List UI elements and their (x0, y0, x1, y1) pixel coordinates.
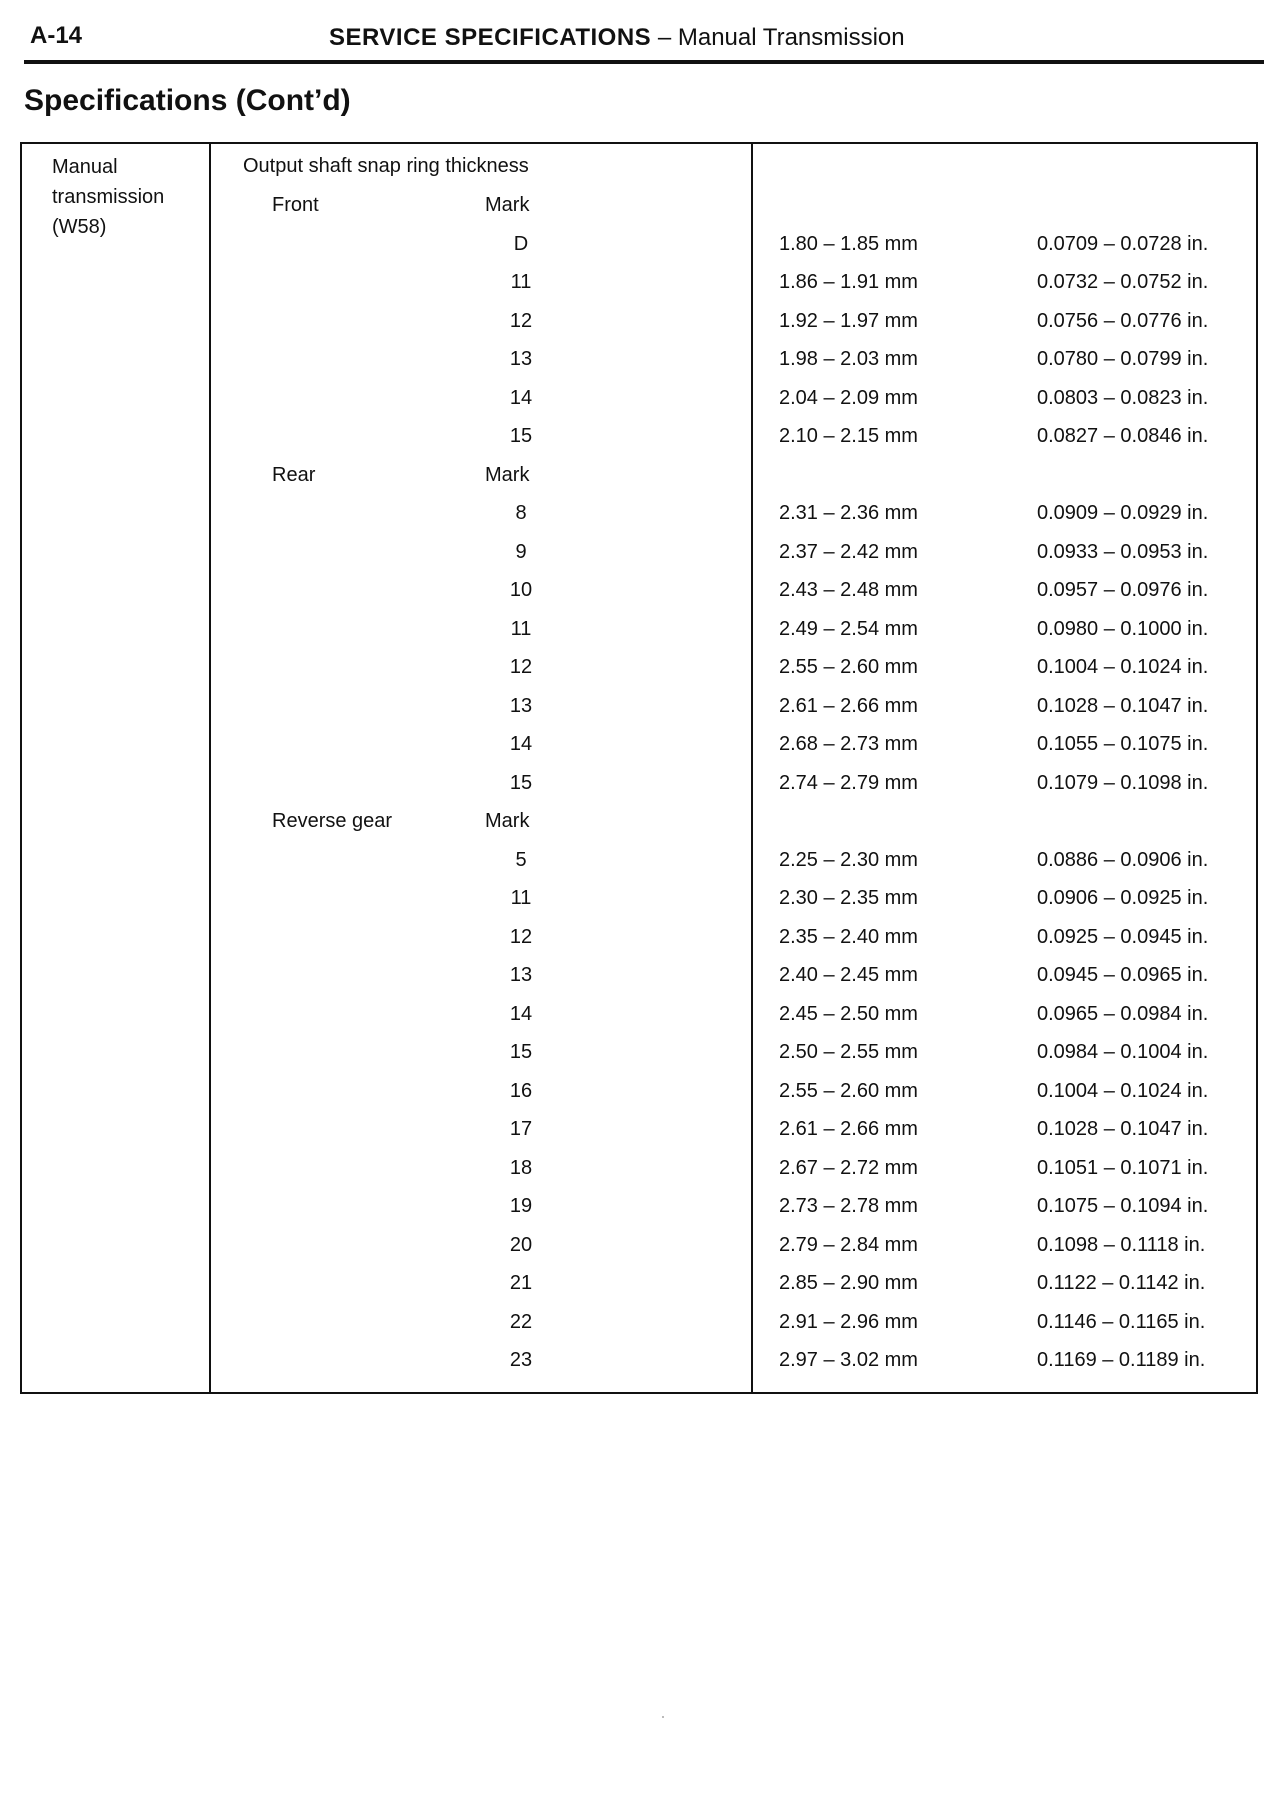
thickness-in: 0.0980 – 0.1000 in. (1037, 617, 1209, 640)
component-label (52, 152, 202, 242)
mark-value: D (513, 232, 529, 255)
thickness-in: 0.1028 – 0.1047 in. (1037, 1118, 1209, 1140)
thickness-in: 0.0933 – 0.0953 in. (1037, 540, 1209, 563)
group-label: Rear (272, 463, 316, 486)
column-divider (751, 144, 753, 1392)
thickness-mm: 2.68 – 2.73 mm (779, 733, 918, 755)
thickness-mm: 1.92 – 1.97 mm (779, 309, 918, 332)
component-line: Manual (52, 156, 118, 178)
mark-value: 16 (509, 1079, 533, 1102)
thickness-in: 0.1146 – 0.1165 in. (1037, 1310, 1206, 1333)
thickness-mm: 2.55 – 2.60 mm (779, 656, 918, 678)
thickness-in: 0.0965 – 0.0984 in. (1037, 1002, 1209, 1025)
mark-value: 11 (510, 887, 532, 909)
mark-value: 11 (510, 617, 532, 640)
thickness-mm: 2.74 – 2.79 mm (779, 771, 918, 794)
page-number: A-14 (30, 22, 83, 49)
mark-value: 14 (509, 1002, 533, 1025)
mark-value: 13 (509, 694, 533, 717)
thickness-in: 0.0709 – 0.0728 in. (1037, 232, 1209, 255)
mark-value: 13 (509, 348, 533, 370)
thickness-in: 0.1079 – 0.1098 in. (1037, 771, 1209, 794)
spec-table (20, 142, 1258, 1394)
thickness-mm: 2.97 – 3.02 mm (779, 1349, 918, 1371)
thickness-mm: 2.37 – 2.42 mm (779, 540, 918, 563)
thickness-in: 0.1169 – 0.1189 in. (1037, 1349, 1206, 1371)
mark-value: 14 (509, 733, 533, 755)
group-label: Front (272, 194, 319, 216)
thickness-mm: 2.73 – 2.78 mm (779, 1195, 918, 1217)
thickness-mm: 2.10 – 2.15 mm (779, 425, 918, 447)
thickness-in: 0.1075 – 0.1094 in. (1037, 1195, 1209, 1217)
mark-value: 12 (509, 309, 533, 332)
thickness-mm: 2.61 – 2.66 mm (779, 1118, 918, 1140)
mark-column-label: Mark (485, 810, 530, 832)
thickness-mm: 2.79 – 2.84 mm (779, 1233, 918, 1256)
thickness-mm: 2.31 – 2.36 mm (779, 502, 918, 524)
thickness-in: 0.1028 – 0.1047 in. (1037, 694, 1209, 717)
component-line: transmission (52, 186, 165, 208)
mark-value: 11 (510, 271, 532, 293)
thickness-in: 0.0780 – 0.0799 in. (1037, 348, 1209, 370)
thickness-mm: 2.67 – 2.72 mm (779, 1156, 918, 1179)
mark-value: 13 (509, 964, 533, 986)
running-title-rest: – Manual Transmission (651, 24, 905, 51)
mark-value: 18 (509, 1156, 533, 1179)
thickness-in: 0.0957 – 0.0976 in. (1037, 579, 1209, 601)
mark-value: 8 (515, 502, 527, 524)
thickness-in: 0.1055 – 0.1075 in. (1037, 733, 1209, 755)
mark-value: 12 (509, 925, 533, 948)
mark-value: 10 (509, 579, 533, 601)
mark-column-label: Mark (485, 194, 530, 216)
thickness-in: 0.0886 – 0.0906 in. (1037, 848, 1209, 871)
running-title-bold: SERVICE SPECIFICATIONS (329, 24, 652, 51)
thickness-mm: 2.40 – 2.45 mm (779, 964, 918, 986)
mark-value: 21 (509, 1272, 533, 1294)
thickness-in: 0.1051 – 0.1071 in. (1037, 1156, 1209, 1179)
thickness-mm: 2.91 – 2.96 mm (779, 1310, 918, 1333)
thickness-in: 0.0756 – 0.0776 in. (1037, 309, 1209, 332)
thickness-mm: 2.43 – 2.48 mm (779, 579, 918, 601)
scan-speck (662, 1716, 664, 1718)
mark-value: 17 (509, 1118, 533, 1140)
thickness-mm: 2.85 – 2.90 mm (779, 1272, 918, 1294)
thickness-mm: 2.45 – 2.50 mm (779, 1002, 918, 1025)
thickness-in: 0.0909 – 0.0929 in. (1037, 502, 1209, 524)
group-label: Reverse gear (272, 810, 393, 832)
thickness-in: 0.0984 – 0.1004 in. (1037, 1041, 1209, 1063)
section-title: Specifications (Cont’d) (24, 84, 351, 117)
thickness-in: 0.1098 – 0.1118 in. (1037, 1233, 1206, 1256)
thickness-mm: 1.98 – 2.03 mm (779, 348, 918, 370)
mark-value: 14 (509, 386, 533, 409)
thickness-mm: 2.30 – 2.35 mm (779, 887, 918, 909)
mark-value: 23 (509, 1349, 533, 1371)
mark-value: 12 (509, 656, 533, 678)
running-title (329, 24, 905, 52)
page-header (24, 18, 1264, 64)
component-line: (W58) (52, 216, 107, 238)
thickness-in: 0.1004 – 0.1024 in. (1037, 656, 1209, 678)
thickness-in: 0.0827 – 0.0846 in. (1037, 425, 1209, 447)
thickness-mm: 2.55 – 2.60 mm (779, 1079, 918, 1102)
thickness-mm: 1.86 – 1.91 mm (779, 271, 918, 293)
thickness-mm: 2.61 – 2.66 mm (779, 694, 918, 717)
thickness-mm: 2.50 – 2.55 mm (779, 1041, 918, 1063)
mark-value: 15 (509, 771, 533, 794)
thickness-mm: 2.49 – 2.54 mm (779, 617, 918, 640)
mark-value: 20 (509, 1233, 533, 1256)
mark-value: 9 (515, 540, 527, 563)
thickness-mm: 2.25 – 2.30 mm (779, 848, 918, 871)
thickness-in: 0.0945 – 0.0965 in. (1037, 964, 1209, 986)
thickness-in: 0.1004 – 0.1024 in. (1037, 1079, 1209, 1102)
mark-value: 22 (509, 1310, 533, 1333)
mark-value: 15 (509, 1041, 533, 1063)
thickness-in: 0.0925 – 0.0945 in. (1037, 925, 1209, 948)
thickness-mm: 2.35 – 2.40 mm (779, 925, 918, 948)
mark-value: 19 (509, 1195, 533, 1217)
mark-value: 15 (509, 425, 533, 447)
thickness-in: 0.0732 – 0.0752 in. (1037, 271, 1209, 293)
thickness-in: 0.0906 – 0.0925 in. (1037, 887, 1209, 909)
item-title: Output shaft snap ring thickness (243, 155, 529, 177)
thickness-mm: 1.80 – 1.85 mm (779, 232, 918, 255)
mark-column-label: Mark (485, 463, 530, 486)
thickness-in: 0.1122 – 0.1142 in. (1037, 1272, 1206, 1294)
mark-value: 5 (515, 848, 527, 871)
thickness-in: 0.0803 – 0.0823 in. (1037, 386, 1209, 409)
column-divider (209, 144, 211, 1392)
thickness-mm: 2.04 – 2.09 mm (779, 386, 918, 409)
